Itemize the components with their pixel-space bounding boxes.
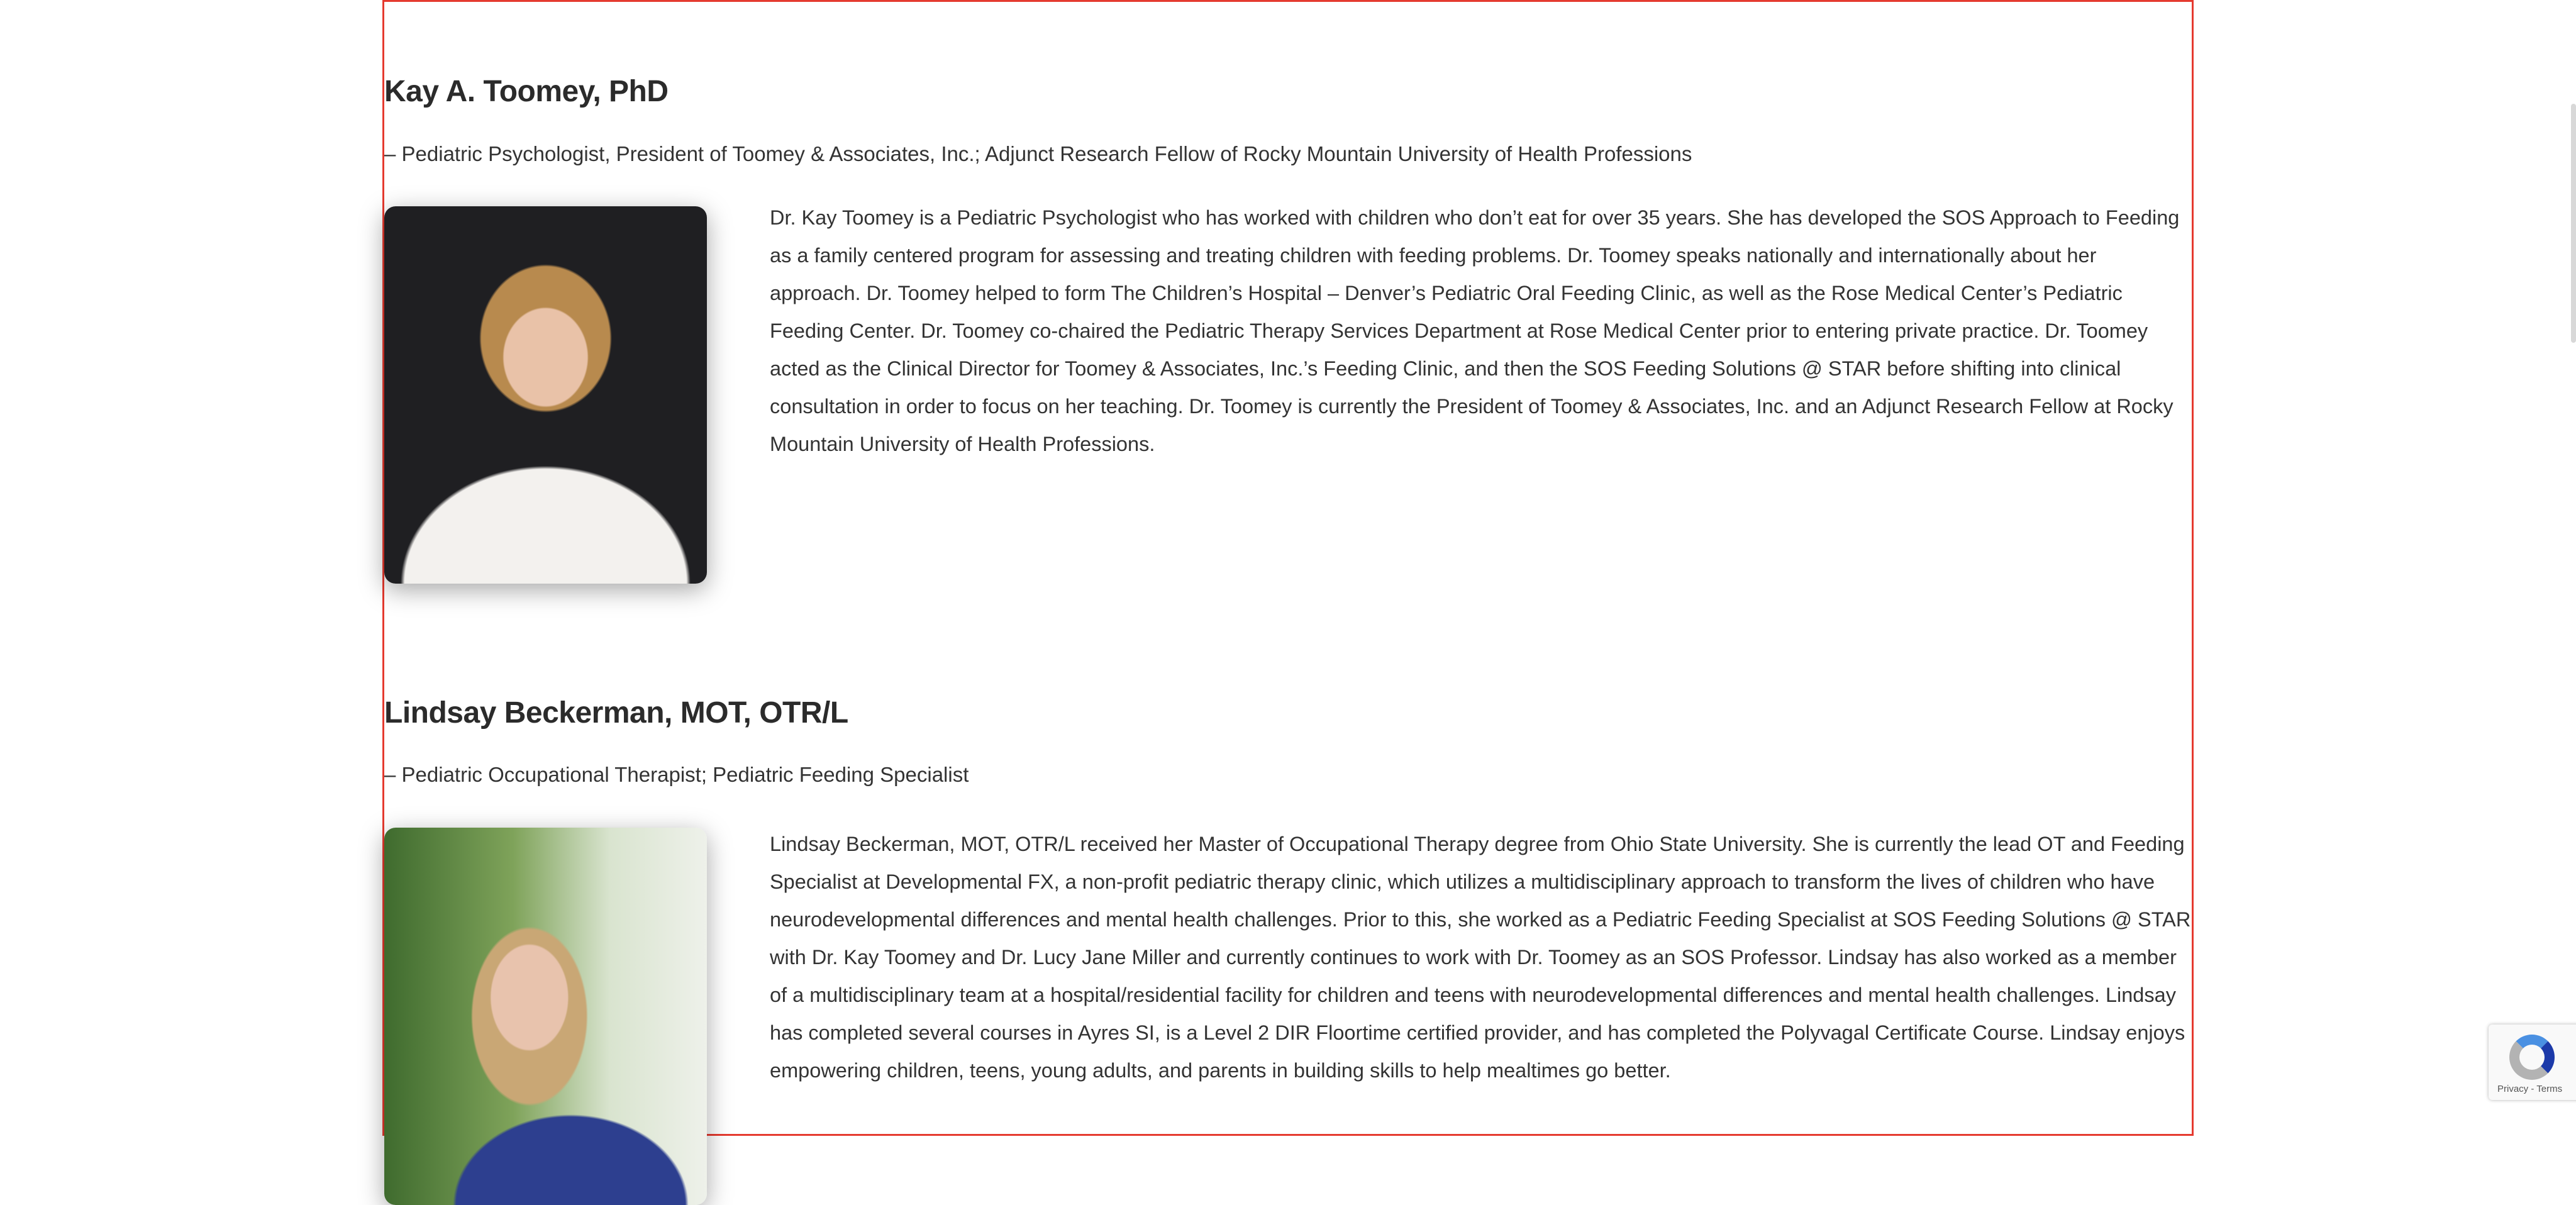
profile-bio: Dr. Kay Toomey is a Pediatric Psychologist who has worked with children who don’t eat for over 35 years. She has developed the SOS Approach to Feeding as a family centered program for assessing and treating children with feeding problems. Dr. Toomey speaks nationally and internationally about her approach. Dr. Toomey helped to form The Children’s Hospital – Denver’s Pediatric Oral Feeding Clinic, as well as the Rose Medical Center’s Pediatric Feeding Center. Dr. Toomey co-chaired the Pediatric Therapy Services Department at Rose Medical Center prior to entering private practice. Dr. Toomey acted as the Clinical Director for Toomey & Associates, Inc.’s Feeding Clinic, and then the SOS Feeding Solutions @ STAR before shifting into clinical consultation in order to focus on her teaching. Dr. Toomey is currently the President of Toomey & Associates, Inc. and an Adjunct Research Fellow at Rocky Mountain University of Health Professions. [770,206,2180,455]
recaptcha-badge[interactable] [2489,1025,2576,1100]
profile-photo [384,828,707,1205]
recaptcha-privacy-terms-link[interactable]: Privacy - Terms [2497,1084,2563,1094]
profile-name: Lindsay Beckerman, MOT, OTR/L [384,696,848,730]
profile-role: – Pediatric Psychologist, President of Toomey & Associates, Inc.; Adjunct Research Fellow of Rocky Mountain University of Health Professions [384,142,1692,165]
profile-photo [384,206,707,584]
page-scrollbar[interactable] [2571,104,2576,343]
profile-name: Kay A. Toomey, PhD [384,75,669,108]
profile-role: – Pediatric Occupational Therapist; Pediatric Feeding Specialist [384,763,969,786]
recaptcha-logo-icon [2509,1035,2555,1080]
profile-bio: Lindsay Beckerman, MOT, OTR/L received her Master of Occupational Therapy degree from Ohio State University. She is currently the lead OT and Feeding Specialist at Developmental FX, a non-profit pediatric therapy clinic, which utilizes a multidisciplinary approach to transform the lives of children who have neurodevelopmental differences and mental health challenges. Prior to this, she worked as a Pediatric Feeding Specialist at SOS Feeding Solutions @ STAR with Dr. Kay Toomey and Dr. Lucy Jane Miller and currently continues to work with Dr. Toomey as an SOS Professor. Lindsay has also worked as a member of a multidisciplinary team at a hospital/residential facility for children and teens with neurodevelopmental differences and mental health challenges. Lindsay has completed several courses in Ayres SI, is a Level 2 DIR Floortime certified provider, and has completed the Polyvagal Certificate Course. Lindsay enjoys empowering children, teens, young adults, and parents in building skills to help mealtimes go better. [770,833,2191,1082]
